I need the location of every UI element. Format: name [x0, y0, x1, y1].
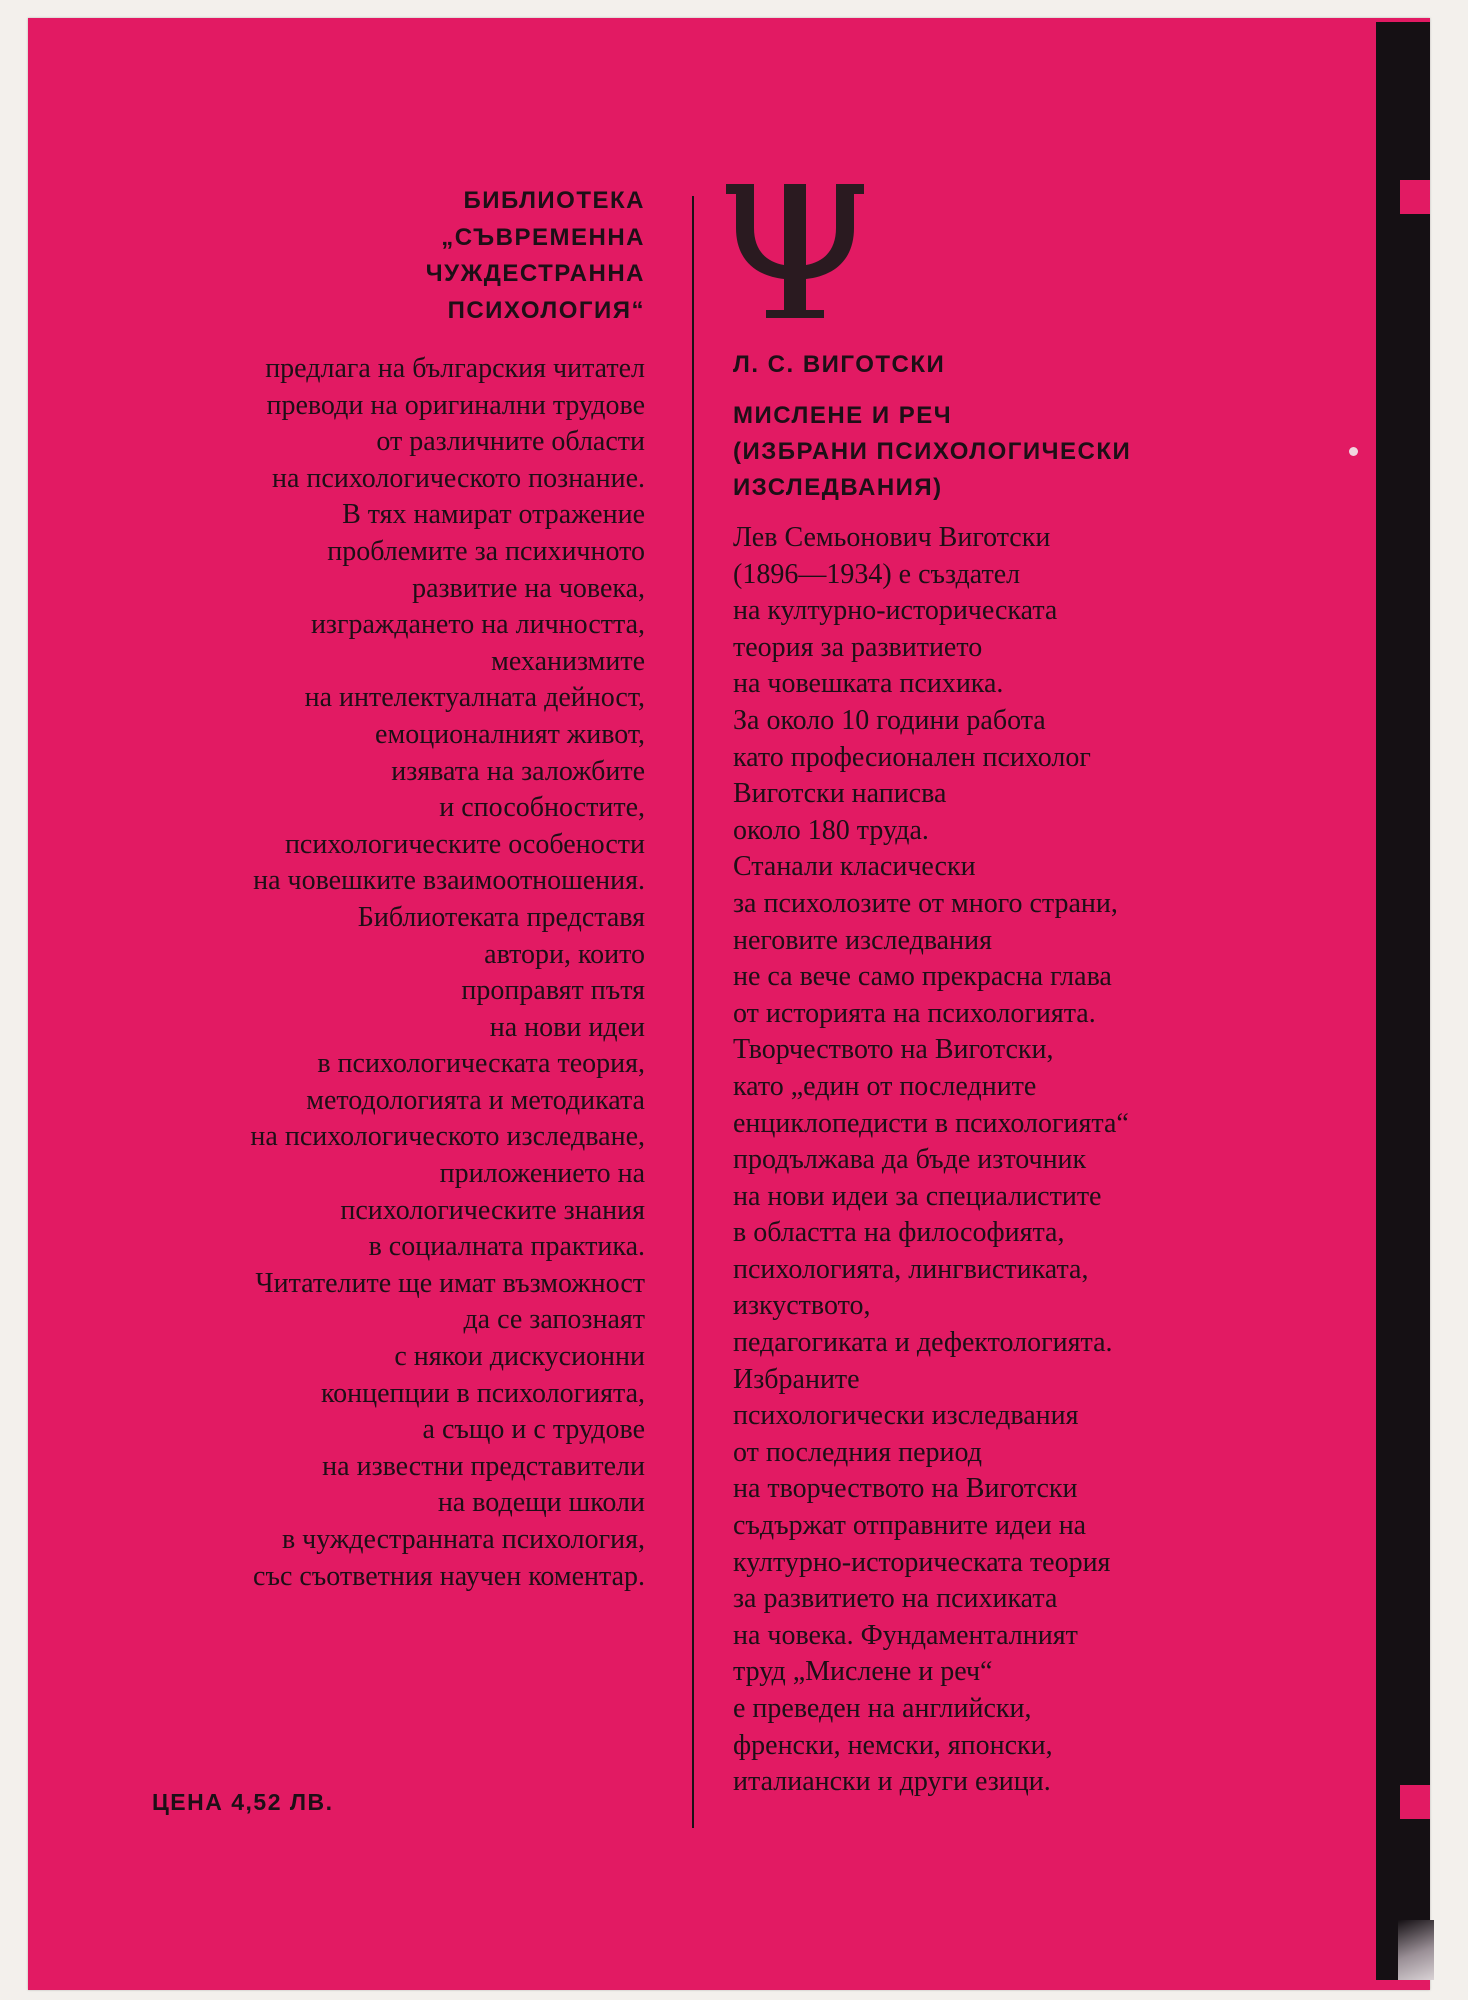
- text-line: концепции в психологията,: [320, 1377, 645, 1409]
- series-title-line: ПСИХОЛОГИЯ“: [447, 296, 645, 324]
- book-title-line: ИЗСЛЕДВАНИЯ): [733, 474, 943, 501]
- text-line: изграждането на личността,: [310, 609, 645, 641]
- book-title-line: (ИЗБРАНИ ПСИХОЛОГИЧЕСКИ: [733, 438, 1132, 465]
- text-line: като „един от последните: [733, 1070, 1037, 1102]
- text-line: на творчеството на Виготски: [733, 1473, 1078, 1505]
- text-line: като професионален психолог: [733, 741, 1091, 773]
- text-line: Библиотеката представя: [357, 901, 645, 933]
- text-line: на човешките взаимоотношения.: [253, 865, 645, 897]
- text-line: приложението на: [439, 1158, 645, 1190]
- text-line: теория за развитието: [733, 631, 983, 663]
- text-line: в областта на философията,: [733, 1217, 1065, 1249]
- text-line: методологията и методиката: [306, 1084, 645, 1116]
- text-line: изкуството,: [733, 1290, 871, 1322]
- text-line: на известни представители: [322, 1450, 645, 1482]
- text-line: неговите изследвания: [733, 924, 992, 956]
- text-line: в чуждестранната психология,: [281, 1524, 645, 1555]
- series-title: [95, 183, 645, 329]
- text-line: преводи на оригинални трудове: [266, 389, 645, 421]
- text-line: на човека. Фундаменталният: [733, 1619, 1078, 1651]
- author-name: Л. С. ВИГОТСКИ: [733, 351, 946, 378]
- text-line: развитие на човека,: [412, 572, 645, 604]
- spine-mark-top: [1400, 180, 1430, 214]
- text-line: а също и с трудове: [422, 1414, 645, 1446]
- book-title-line: МИСЛЕНЕ И РЕЧ: [733, 402, 953, 429]
- text-line: проправят пътя: [461, 975, 645, 1007]
- text-line: и способностите,: [439, 792, 645, 824]
- text-line: с някои дискусионни: [394, 1341, 645, 1373]
- worn-corner: [1398, 1920, 1434, 1980]
- text-line: психологията, лингвистиката,: [733, 1253, 1089, 1285]
- text-line: от последния период: [733, 1436, 982, 1468]
- series-description: [95, 351, 645, 1595]
- text-line: от различните области: [376, 426, 645, 458]
- text-line: на психологическото познание.: [272, 462, 645, 494]
- text-line: Творчеството на Виготски,: [733, 1034, 1054, 1066]
- text-line: продължава да бъде източник: [733, 1144, 1087, 1176]
- book-description-column: [733, 350, 1363, 1801]
- text-line: Станали класически: [733, 851, 976, 883]
- text-line: Лев Семьонович Виготски: [733, 522, 1051, 553]
- text-line: механизмите: [491, 645, 645, 677]
- text-line: около 180 труда.: [733, 814, 929, 846]
- text-line: предлага на българския читател: [265, 353, 645, 384]
- book-spine: [1376, 22, 1430, 1980]
- spine-mark-bottom: [1400, 1785, 1430, 1819]
- text-line: със съответния научен коментар.: [253, 1560, 645, 1592]
- text-line: от историята на психологията.: [733, 997, 1096, 1029]
- text-line: на водещи школи: [437, 1487, 645, 1519]
- text-line: проблемите за психичното: [327, 535, 645, 567]
- text-line: на човешката психика.: [733, 668, 1004, 700]
- text-line: на интелектуалната дейност,: [304, 682, 645, 714]
- text-line: на нови идеи: [489, 1011, 645, 1043]
- text-line: френски, немски, японски,: [733, 1729, 1053, 1761]
- text-line: на културно-историческата: [733, 595, 1058, 627]
- text-line: Читателите ще имат възможност: [255, 1267, 645, 1299]
- text-line: на нови идеи за специалистите: [733, 1180, 1102, 1212]
- text-line: италиански и други езици.: [733, 1766, 1051, 1798]
- text-line: автори, които: [484, 938, 645, 970]
- text-line: съдържат отправните идеи на: [733, 1510, 1087, 1542]
- text-line: в психологическата теория,: [317, 1048, 645, 1080]
- text-line: труд „Мислене и реч“: [733, 1656, 993, 1688]
- series-title-line: „СЪВРЕМЕННА: [441, 223, 645, 251]
- text-line: културно-историческата теория: [733, 1546, 1111, 1578]
- price-label: ЦЕНА 4,52 ЛВ.: [152, 1789, 334, 1815]
- text-line: емоционалният живот,: [375, 718, 645, 750]
- text-line: психологическите особености: [284, 828, 645, 860]
- text-line: За около 10 години работа: [733, 704, 1046, 736]
- text-line: Избраните: [733, 1363, 860, 1395]
- column-divider: [692, 196, 694, 1828]
- series-description-column: [95, 183, 645, 1595]
- text-line: (1896—1934) е създател: [733, 558, 1021, 590]
- text-line: за психолозите от много страни,: [733, 887, 1118, 919]
- text-line: не са вече само прекрасна глава: [733, 961, 1112, 993]
- text-line: е преведен на английски,: [733, 1693, 1032, 1724]
- text-line: изявата на заложбите: [391, 755, 645, 787]
- text-line: енциклопедисти в психологията“: [733, 1107, 1129, 1139]
- psi-icon: [720, 170, 870, 320]
- text-line: да се запознаят: [463, 1304, 645, 1336]
- book-title: [733, 398, 1363, 506]
- series-title-line: БИБЛИОТЕКА: [463, 187, 645, 214]
- text-line: Виготски написва: [733, 778, 947, 810]
- text-line: В тях намират отражение: [342, 499, 645, 531]
- text-line: психологическите знания: [340, 1194, 645, 1226]
- text-line: педагогиката и дефектологията.: [733, 1327, 1113, 1359]
- text-line: в социалната практика.: [368, 1231, 645, 1263]
- text-line: за развитието на психиката: [733, 1583, 1058, 1615]
- text-line: психологически изследвания: [733, 1400, 1079, 1432]
- book-description: [733, 520, 1363, 1801]
- series-title-line: ЧУЖДЕСТРАННА: [425, 260, 645, 287]
- text-line: на психологическото изследване,: [250, 1121, 645, 1153]
